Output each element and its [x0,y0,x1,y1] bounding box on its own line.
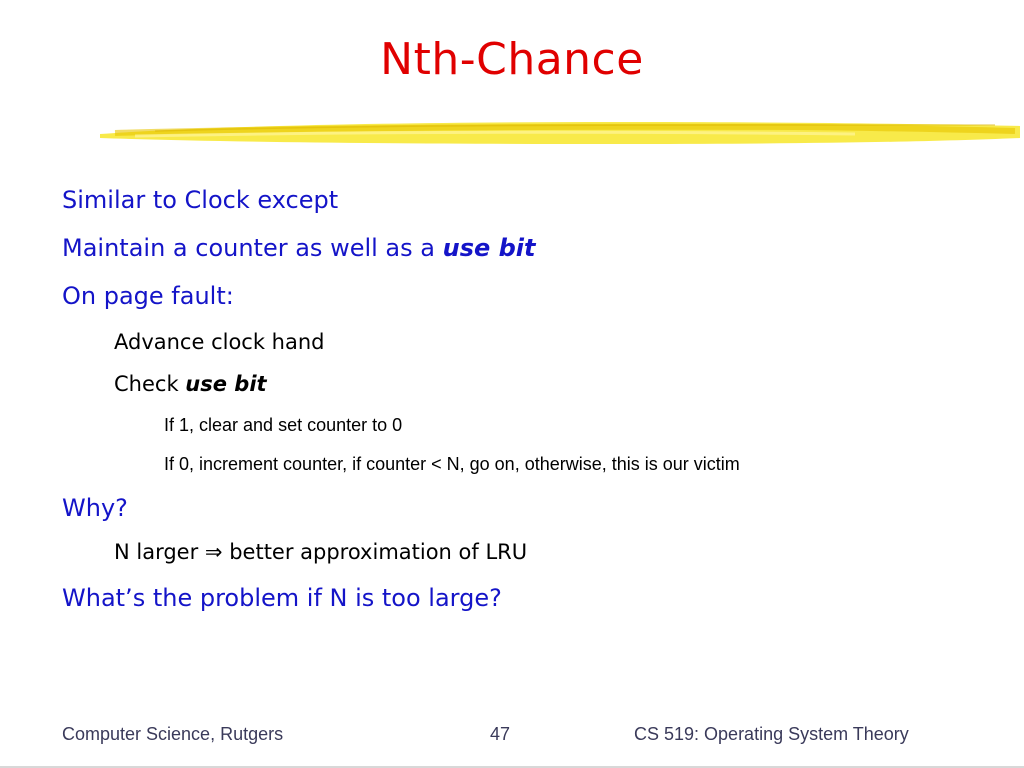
subbullet-n-larger [114,540,527,564]
footer-left: Computer Science, Rutgers [62,724,284,744]
slide-title: Nth-Chance [380,34,644,85]
bullet-similar-to-clock: Similar to Clock except [62,186,339,214]
bullet-why: Why? [62,494,128,522]
subbullet-check-use-bit [114,372,267,396]
footer-right: CS 519: Operating System Theory [634,724,909,744]
bullet-text: Check [114,372,186,396]
bullet-maintain-counter [62,234,536,262]
page-number: 47 [490,724,511,744]
bullet-on-page-fault: On page fault: [62,282,234,310]
bullet-problem-n-too-large: What’s the problem if N is too large? [62,584,502,612]
use-bit-emphasis: use bit [185,372,267,396]
subsubbullet-if-0: If 0, increment counter, if counter < N, go on, otherwise, this is our victim [164,454,740,474]
bullet-text: Maintain a counter as well as a [62,234,443,262]
implies-arrow-icon: ⇒ [204,540,223,564]
subbullet-advance-clock-hand: Advance clock hand [114,330,325,354]
use-bit-emphasis: use bit [442,234,536,262]
bullet-text: better approximation of LRU [222,540,528,564]
subsubbullet-if-1: If 1, clear and set counter to 0 [164,415,403,435]
bullet-text: N larger [114,540,205,564]
highlighter-stroke [95,112,1024,152]
